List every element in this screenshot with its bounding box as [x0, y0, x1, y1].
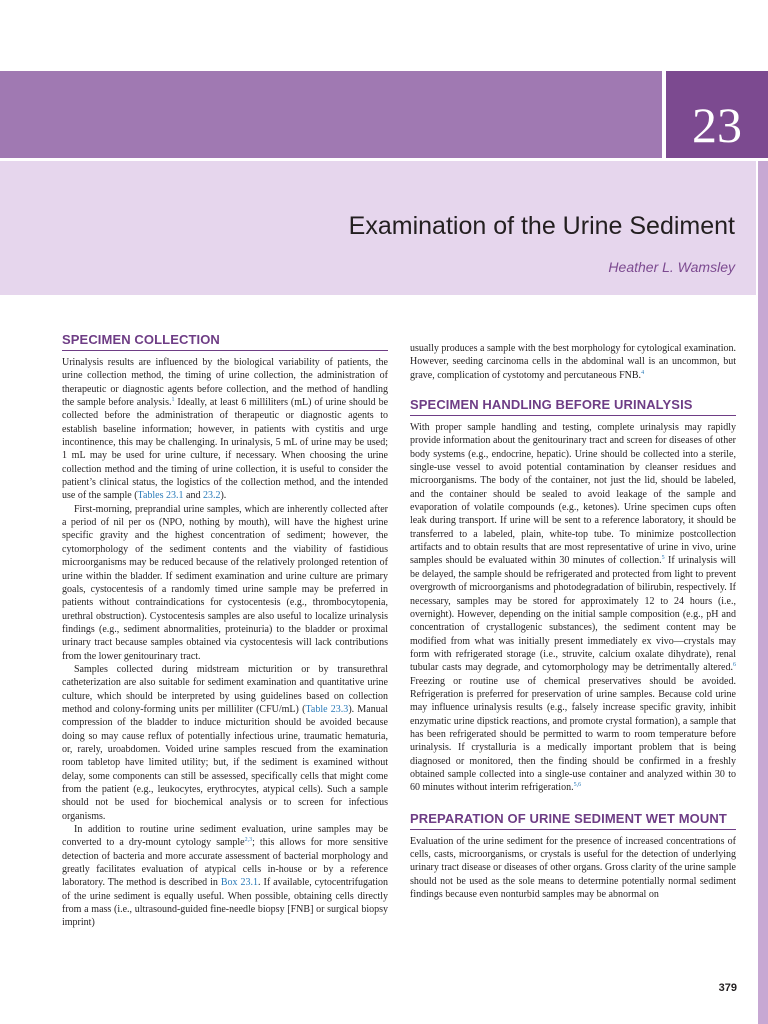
right-column: [410, 342, 736, 901]
citation[interactable]: 2,3: [244, 837, 253, 844]
section-heading-specimen-handling: SPECIMEN HANDLING BEFORE URINALYSIS: [410, 397, 736, 416]
table-link[interactable]: Table 23.3: [305, 703, 349, 715]
paragraph-wet-mount: Evaluation of the urine sediment for the presence of increased concentrations of cells, casts, microorganisms, or crystals is useful for the detection of underlying urinary tract disease or diseases of other organs. Gross clarity of the urine sample should not be used as the sole means to determine potentially normal sediment findings because even nonturbid samples may be abnormal on: [410, 835, 736, 901]
page-edge-strip: [758, 161, 768, 1024]
section-heading-specimen-collection: SPECIMEN COLLECTION: [62, 332, 388, 351]
citation[interactable]: 6: [733, 662, 736, 669]
header-band-dark: [0, 71, 662, 158]
paragraph-specimen-handling: With proper sample handling and testing, complete urinalysis may rapidly provide information about the genitourinary tract and screen for diseases of other body systems (e.g., endocrine, hepatic). Urine should be collected into a sterile, single-use vessel to avoid potential contamination by cleanser residues and microorganisms. The body of the container, not just the lid, should be labeled, and the container should be sealed to avoid leakage of the sample and evaporation of volatile compounds (e.g., ketones). Urine specimen cups often leak during transport. If urine will be sent to a reference laboratory, it should be transferred to a labeled, plain, white-top tube. To minimize postcollection artifacts and to obtain results that are most representative of urine in vivo, urine samples should be evaluated within 30 minutes of collection.$^5$ If urinalysis will be delayed, the sample should be refrigerated and protected from light to prevent overgrowth of microorganisms and photodegradation of bilirubin, respectively. If necessary, samples may be stored for approximately 12 to 24 hours (i.e., overnight). However, depending on the initial sample composition (e.g., pH and concentration of crystallogenic substances), the sediment content may be modified from what was initially present immediately ex vivo—crystals may form with refrigerated storage (i.e., struvite, calcium oxalate dihydrate), renal tubular casts may degrade, and cytomorphology may be detrimentally altered.$^6$ Freezing or routine use of chemical preservatives should be avoided. Refrigeration is preferred for preservation of urine samples. Because cold urine may influence urinalysis results (e.g., falsely increase specific gravity, inhibit enzymatic urine dipstick reactions, and promote crystal formation), a sample that has been refrigerated should be permitted to warm to room temperature before urinalysis. If crystalluria is a medically important problem that is being diagnosed or monitored, then the finding should be confirmed in a freshly obtained sample collected into a single-use container and analyzed within 30 to 60 minutes without interim refrigeration.$^{5,6}$: [410, 422, 736, 794]
section-heading-wet-mount: PREPARATION OF URINE SEDIMENT WET MOUNT: [410, 811, 736, 830]
citation[interactable]: 5: [661, 555, 665, 562]
left-column: [62, 332, 388, 930]
table-link[interactable]: 23.2: [202, 490, 221, 502]
table-link[interactable]: Tables 23.1: [137, 490, 184, 502]
page-number: 379: [718, 982, 737, 994]
citation[interactable]: 1: [171, 397, 175, 404]
paragraph-continuation: usually produces a sample with the best morphology for cytological examination. However, seeding carcinoma cells in the abdominal wall is an uncommon, but grave, complication of cystotomy and percutaneous FNB.$^4$: [410, 343, 736, 381]
paragraph-collection-intro: Urinalysis results are influenced by the biological variability of patients, the urine collection method, the timing of urine collection, the administration of therapeutic or diagnostic agents before collection, and the method of handling the sample before analysis.$^1$ Ideally, at least 6 milliliters (mL) of urine should be collected before the administration of therapeutic or diagnostic agents to establish baseline information; however, in patients with cystitis and urge incontinence, this may be challenging. In urinalysis, 5 mL of urine may be used; 1 mL may be used for urine culture, if necessary. When choosing the urine collection method and the timing of urine collection, it is useful to consider the patient’s clinical status, the logistics of the collection method, and the intended use of the sample (Tables 23.1 and 23.2).: [62, 357, 389, 502]
box-link[interactable]: Box 23.1: [220, 877, 259, 889]
paragraph-dry-mount: In addition to routine urine sediment evaluation, urine samples may be converted to a dry-mount cytology sample$^{2,3}$; this allows for more sensitive detection of bacteria and more accurate assessment of bacterial morphology and greatly facilitates evaluation of atypical cells in-house or by a reference laboratory. The method is described in Box 23.1. If available, cytocentrifugation of the urine sediment is equally useful. When possible, obtaining cells directly from a mass (i.e., ultrasound-guided fine-needle biopsy [FNB] or surgical biopsy imprint): [62, 824, 388, 929]
chapter-number: 23: [692, 97, 742, 153]
citation[interactable]: 5,6: [573, 782, 582, 789]
chapter-title: Examination of the Urine Sediment: [348, 212, 735, 240]
paragraph-first-morning: First-morning, preprandial urine samples, which are inherently collected after a period of nil per os (NPO, nothing by mouth), will have the highest urine specific gravity and the highest concentration of sediment; however, the cytomorphology of the sediment contents and the viability of fastidious microorganisms may be reduced because of the relatively prolonged retention of urine within the bladder. If sediment examination and urine culture are primary goals, cystocentesis of a randomly timed urine sample may be preferred in patients without contraindications for cystocentesis (e.g., thrombocytopenia, urethral obstruction). Cystocentesis samples are also useful to localize urinalysis findings (e.g., sediment abnormalities, proteinuria) to the bladder or proximal urinary tract because samples obtained via cystocentesis will lack contributions from the lower genitourinary tract.: [62, 503, 388, 662]
paragraph-midstream: Samples collected during midstream micturition or by transurethral catheterization are also suitable for sediment examination and quantitative urine culture, which should be interpreted by using guidelines based on collection method and colony-forming units per milliliter (CFU/mL) (Table 23.3). Manual compression of the bladder to induce micturition should be avoided because doing so may cause reflux of potentially infectious urine, traumatic hematuria, or, rarely, uroabdomen. Voided urine samples rescued from the examination room tabletop have limited utility; but, if the sediment is examined without delay, some components can still be assessed, specifically cells that might come from the patient (e.g., leukocytes, erythrocytes, atypical cells). Such a sample should not be used for biochemical analysis or to screen for infectious organisms.: [62, 663, 388, 822]
chapter-author: Heather L. Wamsley: [608, 259, 735, 275]
citation[interactable]: 4: [641, 369, 645, 376]
